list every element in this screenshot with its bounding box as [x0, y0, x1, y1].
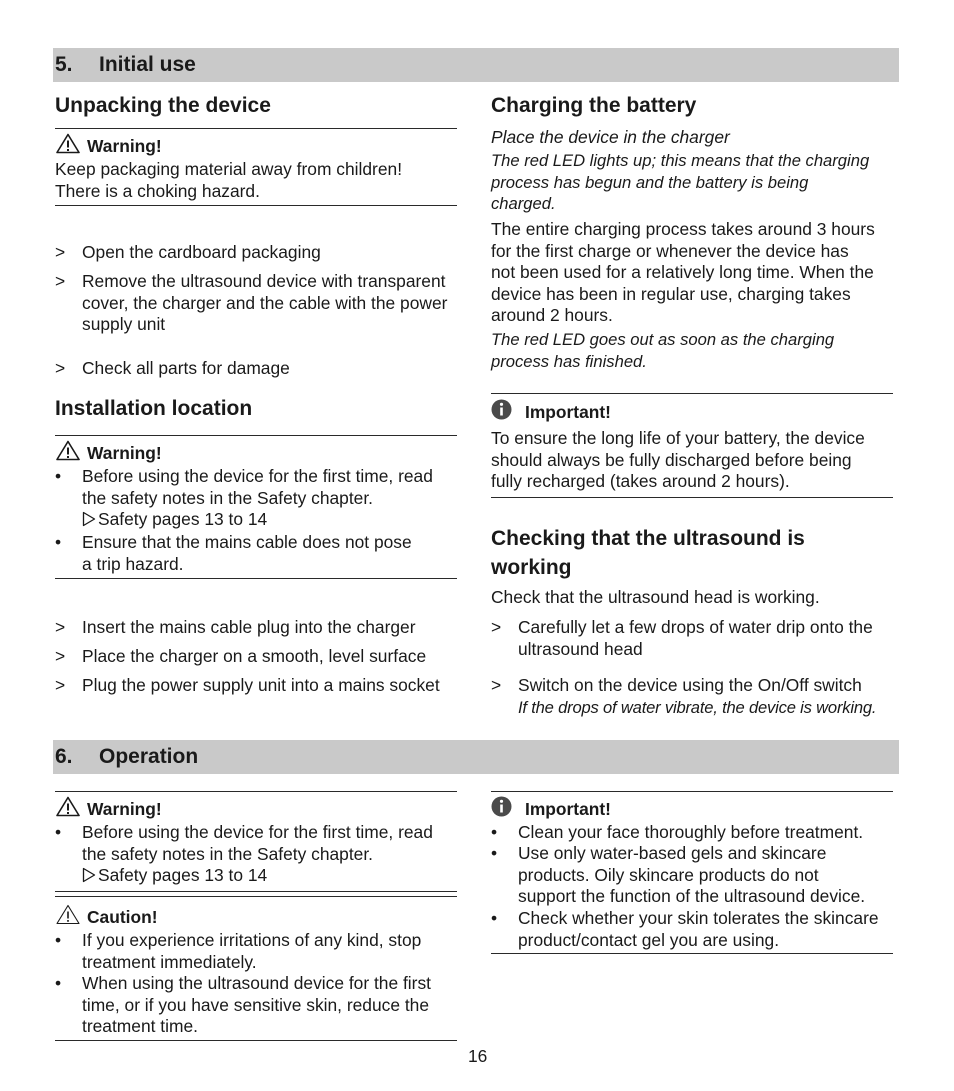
safety-reference-text: Safety pages 13 to 14 — [98, 865, 268, 886]
charging-duration-line: The entire charging process takes around 3 hours — [491, 219, 875, 239]
step-text: Open the cardboard packaging — [82, 242, 321, 262]
warning-icon — [56, 440, 80, 466]
bullet-marker: • — [55, 822, 62, 842]
operation-caution-title — [56, 904, 158, 930]
operation-caution-bullet-2 — [55, 973, 431, 1038]
step-marker: > — [55, 358, 66, 378]
step-marker: > — [491, 675, 502, 695]
divider — [55, 435, 457, 436]
bullet-text: support the function of the ultrasound device. — [518, 886, 866, 907]
installation-bullet-2 — [55, 532, 412, 575]
bullet-text: Before using the device for the first time, read — [82, 822, 433, 842]
divider — [491, 393, 893, 394]
section-5-title: Initial use — [99, 53, 196, 76]
unpacking-step-1 — [55, 242, 321, 264]
bullet-marker: • — [55, 973, 62, 993]
divider — [55, 891, 457, 892]
safety-reference[interactable] — [82, 509, 433, 533]
unpacking-warning-line-2: There is a choking hazard. — [55, 181, 260, 201]
caution-icon — [56, 904, 80, 930]
step-text: cover, the charger and the cable with the power — [82, 292, 448, 313]
step-text: supply unit — [82, 314, 166, 335]
bullet-text: Clean your face thoroughly before treatment. — [518, 822, 864, 842]
bullet-marker: • — [491, 908, 498, 928]
step-text: Place the charger on a smooth, level surface — [82, 646, 427, 666]
step-text: Insert the mains cable plug into the charger — [82, 617, 416, 637]
charging-led-off-line: The red LED goes out as soon as the charging — [491, 330, 835, 349]
installation-warning-title — [56, 440, 162, 466]
charging-led-off-line: process has finished. — [491, 351, 647, 371]
safety-reference-text: Safety pages 13 to 14 — [98, 509, 268, 530]
charging-heading: Charging the battery — [491, 94, 697, 117]
charging-duration-line: around 2 hours. — [491, 305, 613, 326]
charging-important-title — [491, 399, 611, 425]
important-line: To ensure the long life of your battery, the device — [491, 428, 865, 448]
installation-step-2 — [55, 646, 426, 668]
arrow-right-icon — [82, 511, 96, 533]
important-label: Important! — [525, 402, 611, 422]
important-label: Important! — [525, 799, 611, 819]
step-text: Plug the power supply unit into a mains socket — [82, 675, 440, 695]
bullet-marker: • — [55, 532, 62, 552]
operation-warning-title — [56, 796, 162, 822]
step-text: Remove the ultrasound device with transparent — [82, 271, 446, 291]
divider — [491, 497, 893, 498]
charging-duration — [491, 219, 875, 327]
bullet-text: When using the ultrasound device for the first — [82, 973, 431, 993]
bullet-text: products. Oily skincare products do not — [518, 864, 819, 885]
checking-step-1 — [491, 617, 873, 660]
bullet-text: a trip hazard. — [82, 553, 184, 574]
bullet-text: product/contact gel you are using. — [518, 929, 780, 950]
unpacking-warning-line-1: Keep packaging material away from children! — [55, 159, 403, 179]
bullet-text: the safety notes in the Safety chapter. — [82, 487, 373, 508]
section-6-title: Operation — [99, 745, 199, 768]
warning-icon — [56, 796, 80, 822]
section-6-header — [53, 740, 899, 774]
checking-heading — [491, 524, 805, 582]
installation-bullet-1 — [55, 466, 433, 533]
safety-reference[interactable] — [82, 865, 433, 889]
step-marker: > — [55, 646, 66, 666]
bullet-text: Check whether your skin tolerates the skincare — [518, 908, 879, 928]
step-text: ultrasound head — [518, 638, 643, 659]
step-marker: > — [491, 617, 502, 637]
bullet-text: treatment immediately. — [82, 951, 257, 972]
warning-label: Warning! — [87, 799, 162, 819]
bullet-marker: • — [491, 822, 498, 842]
operation-important-bullet-2 — [491, 843, 865, 908]
important-line: should always be fully discharged before being — [491, 449, 852, 470]
divider — [55, 791, 457, 792]
operation-important-title — [491, 796, 611, 822]
step-marker: > — [55, 617, 66, 637]
installation-heading: Installation location — [55, 397, 253, 420]
step-text: Switch on the device using the On/Off switch — [518, 675, 862, 695]
operation-warning-bullet-1 — [55, 822, 433, 889]
divider — [491, 953, 893, 954]
checking-step-2 — [491, 675, 876, 718]
bullet-marker: • — [55, 466, 62, 486]
charging-led-on-line: charged. — [491, 194, 556, 214]
bullet-text: time, or if you have sensitive skin, reduce the — [82, 994, 430, 1015]
unpacking-step-2 — [55, 271, 447, 336]
bullet-marker: • — [55, 930, 62, 950]
unpacking-warning-title — [56, 133, 162, 159]
charging-duration-line: for the first charge or whenever the device has — [491, 240, 849, 261]
info-icon — [491, 399, 512, 425]
charging-duration-line: device has been in regular use, charging takes — [491, 283, 851, 304]
arrow-right-icon — [82, 867, 96, 889]
operation-important-bullet-1 — [491, 822, 863, 844]
installation-step-1 — [55, 617, 416, 639]
operation-caution-bullet-1 — [55, 930, 421, 973]
divider — [55, 205, 457, 206]
step-text: Carefully let a few drops of water drip onto the — [518, 617, 873, 637]
charging-led-off — [491, 329, 834, 372]
bullet-text: Ensure that the mains cable does not pose — [82, 532, 412, 552]
divider — [491, 791, 893, 792]
step-text: Check all parts for damage — [82, 358, 290, 378]
checking-heading-line: Checking that the ultrasound is — [491, 527, 805, 550]
step-marker: > — [55, 271, 66, 291]
bullet-text: Use only water-based gels and skincare — [518, 843, 827, 863]
divider — [55, 128, 457, 129]
section-5-header — [53, 48, 899, 82]
caution-label: Caution! — [87, 907, 158, 927]
divider — [55, 578, 457, 579]
charging-duration-line: not been used for a relatively long time. When the — [491, 262, 874, 283]
installation-step-3 — [55, 675, 440, 697]
charging-led-on — [491, 150, 869, 215]
warning-label: Warning! — [87, 443, 162, 463]
charging-important-text — [491, 428, 865, 493]
operation-important-bullet-3 — [491, 908, 879, 951]
checking-heading-line: working — [491, 556, 572, 579]
bullet-text: the safety notes in the Safety chapter. — [82, 843, 373, 864]
unpacking-step-3 — [55, 358, 290, 380]
bullet-text: Before using the device for the first time, read — [82, 466, 433, 486]
section-6-number: 6. — [55, 745, 73, 768]
bullet-marker: • — [491, 843, 498, 863]
bullet-text: If you experience irritations of any kind, stop — [82, 930, 422, 950]
step-marker: > — [55, 675, 66, 695]
charging-led-on-line: process has begun and the battery is being — [491, 172, 809, 192]
charging-instruction: Place the device in the charger — [491, 127, 730, 147]
important-line: fully recharged (takes around 2 hours). — [491, 471, 790, 492]
warning-label: Warning! — [87, 136, 162, 156]
bullet-text: treatment time. — [82, 1016, 198, 1037]
unpacking-heading: Unpacking the device — [55, 94, 271, 117]
section-5-number: 5. — [55, 53, 73, 76]
page-number: 16 — [468, 1046, 488, 1066]
charging-led-on-line: The red LED lights up; this means that the charging — [491, 151, 870, 170]
warning-icon — [56, 133, 80, 159]
step-marker: > — [55, 242, 66, 262]
step-note: If the drops of water vibrate, the device is working. — [518, 697, 877, 717]
divider — [55, 896, 457, 897]
info-icon — [491, 796, 512, 822]
checking-intro: Check that the ultrasound head is working. — [491, 587, 820, 607]
divider — [55, 1040, 457, 1041]
